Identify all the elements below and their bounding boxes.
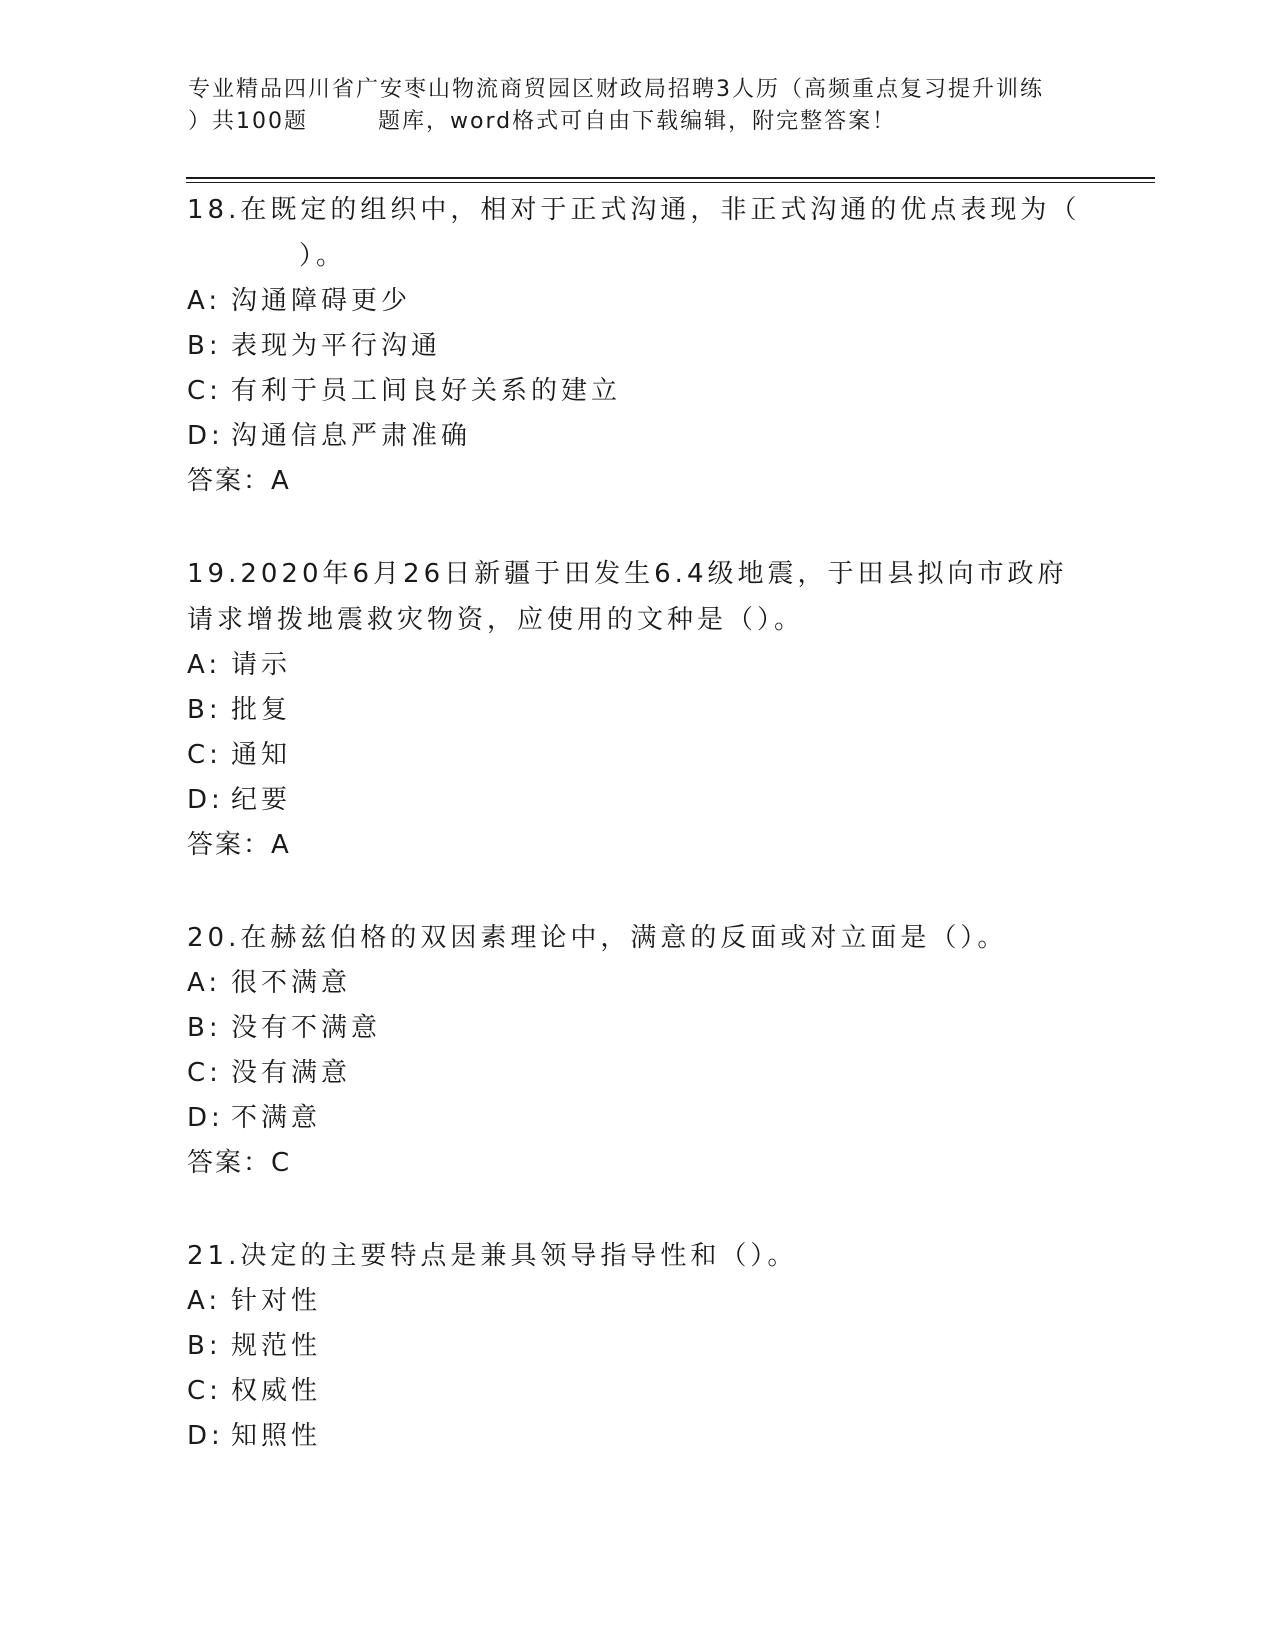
option-text: 纪要 [231,785,292,815]
option-text: 请示 [231,650,292,680]
option-key: B: [187,1013,222,1043]
option-text: 没有满意 [231,1058,352,1088]
option-key: A: [187,968,222,998]
option-key: C: [187,1058,222,1088]
option-text: 沟通信息严肃准确 [231,421,472,451]
option-c [187,1051,1087,1096]
header-rule-thick [186,177,1155,179]
option-d [187,414,1087,459]
option-key: C: [187,1376,222,1406]
header-question-count: ）共100题 [188,109,308,134]
option-b [187,1006,1087,1051]
option-b [187,688,1087,733]
option-b [187,324,1087,369]
option-text: 针对性 [231,1286,322,1316]
option-key: A: [187,1286,222,1316]
question-text: 18.在既定的组织中，相对于正式沟通，非正式沟通的优点表现为（ [187,195,1081,225]
option-text: 批复 [231,695,292,725]
option-d [187,1096,1087,1141]
answer-line: 答案：A [187,466,291,496]
option-key: A: [187,650,222,680]
option-a [187,961,1087,1006]
answer-line: 答案：C [187,1148,292,1178]
header-description: 题库，word格式可自由下载编辑，附完整答案！ [378,109,897,134]
option-d [187,1414,1087,1459]
question-21 [187,1233,1087,1459]
option-b [187,1324,1087,1369]
question-20 [187,915,1087,1186]
question-text: 20.在赫兹伯格的双因素理论中，满意的反面或对立面是（）。 [187,923,1008,953]
option-text: 没有不满意 [231,1013,382,1043]
option-text: 很不满意 [231,968,352,998]
question-text: 21.决定的主要特点是兼具领导指导性和（）。 [187,1241,798,1271]
option-text: 通知 [231,740,292,770]
option-key: B: [187,331,222,361]
question-text: 19.2020年6月26日新疆于田发生6.4级地震，于田县拟向市政府请求增拨地震救灾物资，应使用的文种是（）。 [187,559,1068,635]
option-key: D: [187,421,224,451]
option-text: 有利于员工间良好关系的建立 [231,376,622,406]
option-a [187,1279,1087,1324]
option-c [187,369,1087,414]
option-text: 沟通障碍更少 [231,286,412,316]
option-a [187,279,1087,324]
option-key: D: [187,785,224,815]
option-key: C: [187,376,222,406]
question-19 [187,551,1087,868]
option-c [187,733,1087,778]
option-text: 表现为平行沟通 [231,331,442,361]
answer-line: 答案：A [187,830,291,860]
header-rule-thin [186,182,1155,183]
question-18 [187,187,1087,504]
question-text-continuation: ）。 [299,241,347,271]
option-c [187,1369,1087,1414]
option-text: 权威性 [231,1376,322,1406]
header-title-line-1: 专业精品四川省广安枣山物流商贸园区财政局招聘3人历（高频重点复习提升训练 [188,77,1044,102]
option-key: B: [187,695,222,725]
option-key: C: [187,740,222,770]
option-text: 规范性 [231,1331,322,1361]
question-list [187,187,1087,1506]
option-a [187,643,1087,688]
option-text: 不满意 [231,1103,322,1133]
option-key: D: [187,1421,224,1451]
option-key: D: [187,1103,224,1133]
option-key: A: [187,286,222,316]
header-title-line-2 [188,106,1088,138]
option-text: 知照性 [231,1421,322,1451]
document-header [188,74,1088,138]
option-key: B: [187,1331,222,1361]
option-d [187,778,1087,823]
